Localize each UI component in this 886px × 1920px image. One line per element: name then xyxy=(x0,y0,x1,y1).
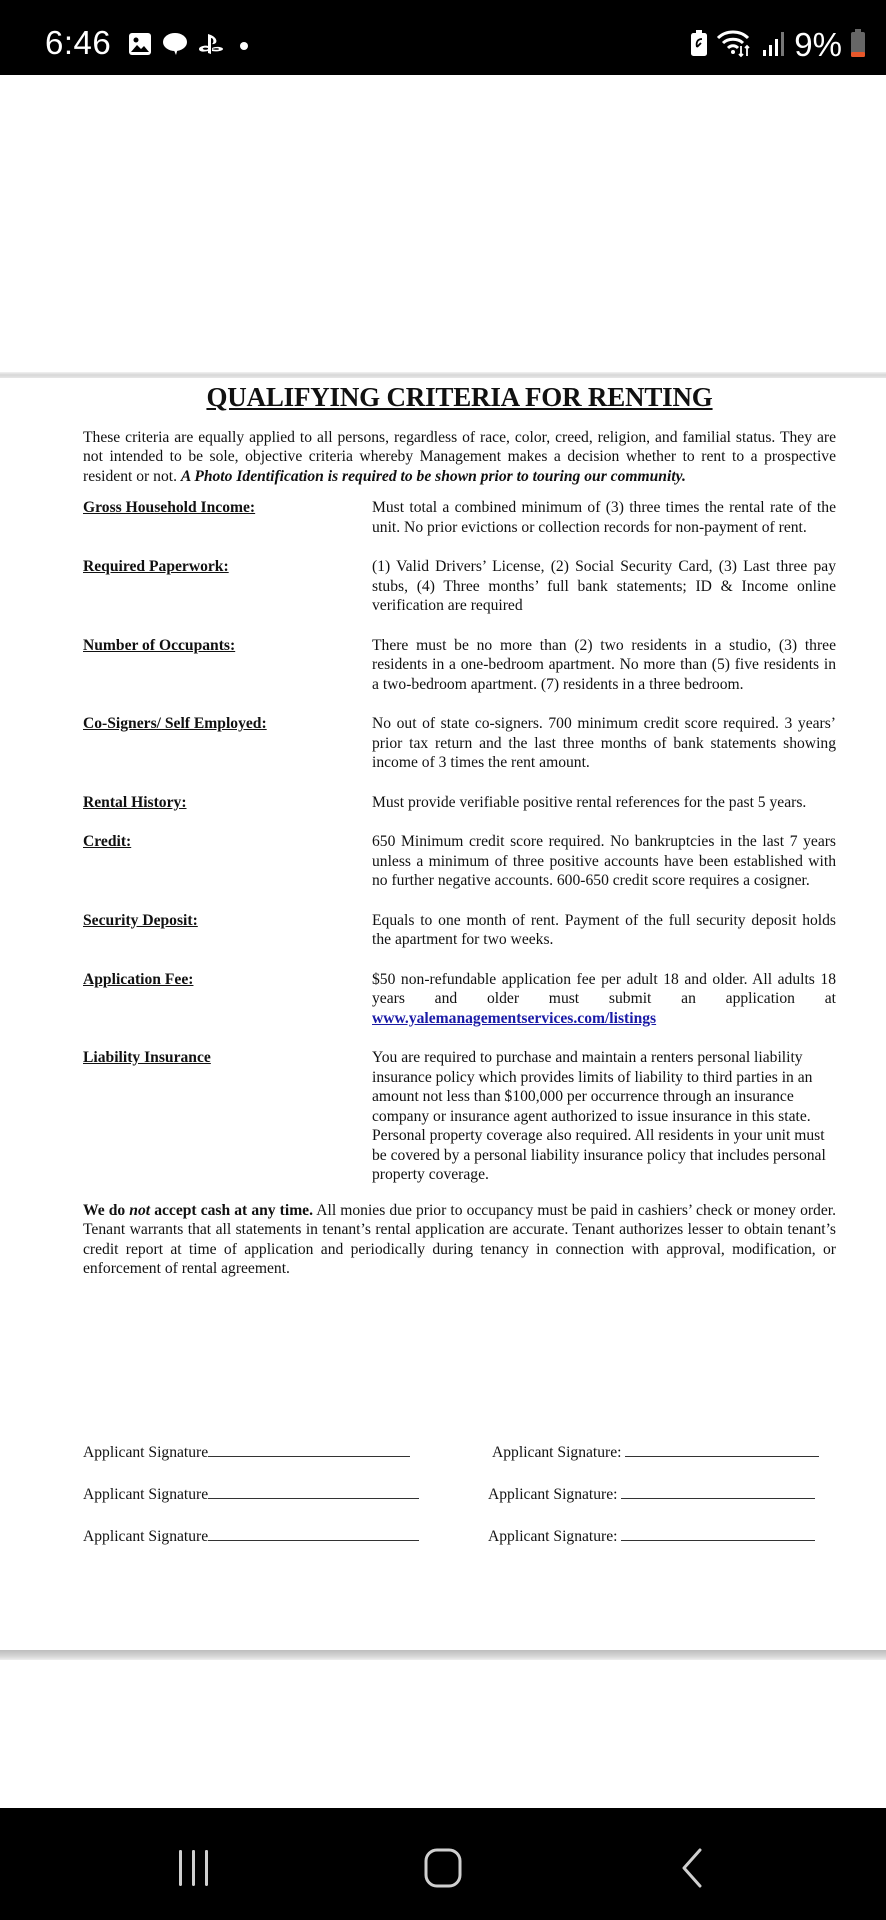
chat-bubble-icon xyxy=(162,32,188,61)
criteria-label: Rental History: xyxy=(83,793,187,811)
criteria-liability-insurance xyxy=(83,1048,836,1185)
back-icon xyxy=(678,1848,706,1888)
dot-icon xyxy=(234,32,254,61)
criteria-security-deposit xyxy=(83,911,836,950)
signature-field-left[interactable] xyxy=(83,1443,410,1462)
listings-link[interactable]: www.yalemanagementservices.com/listings xyxy=(372,1009,657,1027)
recent-apps-icon xyxy=(176,1848,212,1888)
criteria-label: Liability Insurance xyxy=(83,1049,211,1066)
recent-apps-button[interactable] xyxy=(176,1848,212,1893)
home-icon xyxy=(423,1848,463,1888)
battery-saver-icon xyxy=(690,29,708,62)
signature-field-right[interactable] xyxy=(488,1485,815,1504)
intro-paragraph xyxy=(83,428,836,487)
notice-bold-italic: not xyxy=(129,1201,151,1219)
signature-line xyxy=(208,1443,410,1457)
signature-line xyxy=(621,1527,815,1541)
criteria-label: Credit: xyxy=(83,833,132,850)
signature-label: Applicant Signature: xyxy=(488,1528,622,1545)
signature-label: Applicant Signature xyxy=(83,1486,209,1503)
criteria-text: Must total a combined minimum of (3) three times the rental rate of the unit. No prior evictions or collection records for non-payment of rent. xyxy=(372,499,836,536)
document-title: QUALIFYING CRITERIA FOR RENTING xyxy=(206,382,713,412)
signature-line xyxy=(208,1527,419,1541)
notice-bold-2: accept cash at any time. xyxy=(150,1201,314,1219)
criteria-required-paperwork xyxy=(83,557,836,616)
back-button[interactable] xyxy=(678,1848,706,1893)
criteria-text: $50 non-refundable application fee per adult 18 and older. All adults 18 years and older must submit an application at xyxy=(372,970,836,1007)
status-time: 6:46 xyxy=(45,24,112,61)
notification-icons xyxy=(128,32,254,61)
criteria-text: There must be no more than (2) two residents in a studio, (3) three residents in a one-bedroom apartment. No more than (5) five residents in a two-bedroom apartment. (7) residents in a three bedroom. xyxy=(372,636,836,693)
signature-field-right[interactable] xyxy=(488,1527,815,1546)
signature-line xyxy=(621,1485,815,1499)
wifi-icon xyxy=(716,28,754,63)
signature-line xyxy=(625,1443,819,1457)
signal-icon xyxy=(762,29,786,62)
intro-text: These criteria are equally applied to all persons, regardless of race, color, creed, religion, and familial status. They are not intended to be sole, objective criteria whereby Management makes a decision whether to rent to a prospective resident or not. xyxy=(83,428,836,485)
intro-emphasis: A Photo Identification is required to be shown prior to touring our community. xyxy=(180,467,686,485)
criteria-credit xyxy=(83,832,836,891)
notice-bold-1: We do xyxy=(83,1201,130,1219)
gallery-icon xyxy=(128,32,152,61)
signature-field-right[interactable] xyxy=(492,1443,819,1462)
notice-text: All monies due prior to occupancy must be paid in cashiers’ check or money order. Tenant warrants that all statements in tenant’s rental application are accurate. Tenant authorizes lesser to obtain tenant’s credit report at time of application and periodically during tenancy in connection with approval, modification, or enforcement of rental agreement. xyxy=(83,1201,837,1277)
criteria-text: Equals to one month of rent. Payment of the full security deposit holds the apartment for two weeks. xyxy=(372,911,836,948)
criteria-label: Security Deposit: xyxy=(83,911,198,929)
criteria-cosigners xyxy=(83,714,836,773)
status-bar xyxy=(0,0,886,75)
signature-label: Applicant Signature xyxy=(83,1444,209,1461)
criteria-text: No out of state co-signers. 700 minimum credit score required. 3 years’ prior tax return and the last three months of bank statements showing income of 3 times the rent amount. xyxy=(372,715,836,771)
battery-icon xyxy=(850,28,866,63)
document-page xyxy=(83,382,837,1279)
criteria-gross-income xyxy=(83,498,836,537)
signature-line xyxy=(208,1485,419,1499)
criteria-label: Gross Household Income: xyxy=(83,499,256,516)
navigation-bar xyxy=(0,1808,886,1920)
battery-percent: 9% xyxy=(794,26,842,63)
criteria-text: 650 Minimum credit score required. No bankruptcies in the last 7 years unless a minimum of three positive accounts have been established with no further negative accounts. 600-650 credit score requires a cosigner. xyxy=(372,833,836,889)
criteria-application-fee xyxy=(83,970,836,1029)
criteria-text: (1) Valid Drivers’ License, (2) Social Security Card, (3) Last three pay stubs, (4) Three months’ full bank statements; ID & Income online verification are required xyxy=(372,558,836,614)
criteria-occupants xyxy=(83,636,836,695)
criteria-label: Co-Signers/ Self Employed: xyxy=(83,715,267,732)
criteria-text: You are required to purchase and maintain a renters personal liability insurance policy which provides limits of liability to third parties in an amount not less than $100,000 per occurrence through an insurance company or insurance agent authorized to issue insurance in this state. Personal property coverage also required. All residents in your unit must be covered by a personal liability insurance policy that includes personal property coverage. xyxy=(372,1049,826,1183)
signature-label: Applicant Signature xyxy=(83,1528,209,1545)
criteria-text: Must provide verifiable positive rental references for the past 5 years. xyxy=(372,793,807,811)
playstation-icon xyxy=(198,32,224,61)
system-status-icons xyxy=(690,26,866,64)
criteria-label: Required Paperwork: xyxy=(83,558,229,575)
page-bottom-edge xyxy=(0,1650,886,1660)
page-top-edge xyxy=(0,372,886,378)
signature-field-left[interactable] xyxy=(83,1527,419,1546)
criteria-label: Number of Occupants: xyxy=(83,636,236,654)
signature-field-left[interactable] xyxy=(83,1485,419,1504)
criteria-rental-history xyxy=(83,793,836,813)
criteria-label: Application Fee: xyxy=(83,970,194,988)
home-button[interactable] xyxy=(423,1848,463,1893)
signature-label: Applicant Signature: xyxy=(488,1486,622,1503)
criteria-text-container xyxy=(372,970,836,1029)
cash-notice-paragraph xyxy=(83,1201,836,1279)
signature-label: Applicant Signature: xyxy=(492,1444,626,1461)
